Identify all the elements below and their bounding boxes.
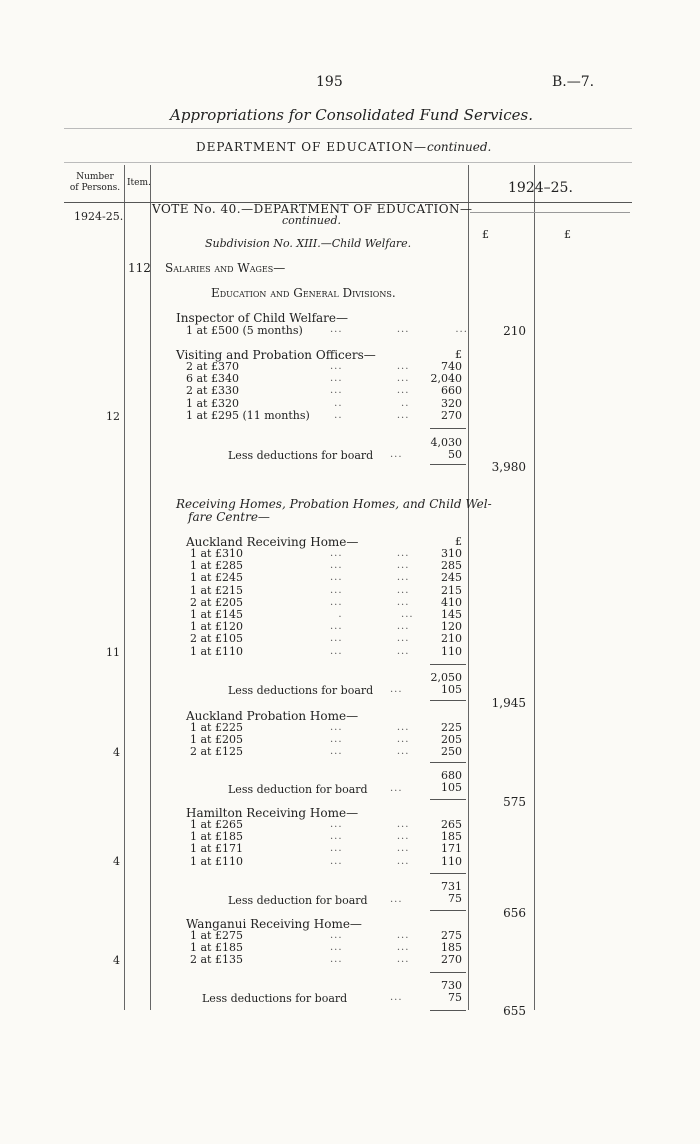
list-item: 2 at £125 — [190, 745, 243, 759]
visiting-subtotal-block: 4,030 50 — [430, 436, 462, 461]
department-heading: DEPARTMENT OF EDUCATION—continued. — [196, 140, 492, 154]
inspector-title: Inspector of Child Welfare— — [176, 311, 349, 325]
hamilton-persons: 4 — [113, 855, 120, 868]
visiting-deduction-label: Less deductions for board — [228, 449, 374, 462]
list-item: 1 at £275 — [190, 929, 243, 942]
dot-leader: ... ... ... ... ... ... .. .. .. ... — [330, 361, 410, 421]
number-of-persons-heading: Number of Persons. — [69, 172, 121, 193]
dot-leader: ... ... ... — [330, 324, 468, 335]
receiving-homes-title-cont: fare Centre— — [188, 510, 270, 524]
dot-leader: ... — [390, 894, 403, 905]
inspector-line: 1 at £500 (5 months) — [186, 324, 303, 337]
list-item: 2 at £205 — [190, 595, 243, 609]
pound-sign-col1: £ — [482, 228, 489, 241]
auckland-probation-rows — [190, 722, 243, 759]
sum-rule — [430, 700, 466, 701]
auckland-receiving-persons: 11 — [106, 646, 120, 659]
visiting-pound: £ — [455, 348, 462, 361]
auckland-receiving-title: Auckland Receiving Home— — [186, 535, 359, 549]
col-rule-total — [534, 165, 535, 1010]
list-item: 2 at £105 — [190, 632, 243, 646]
auckland-probation-deduction-label: Less deduction for board — [228, 783, 368, 796]
list-item: 1 at £110 — [190, 644, 243, 658]
col-rule-item — [150, 165, 151, 1010]
list-item: 1 at £295 (11 months) — [186, 408, 310, 422]
item-heading: Item. — [127, 178, 151, 188]
hamilton-total: 656 — [503, 906, 526, 920]
auckland-probation-persons: 4 — [113, 746, 120, 759]
dot-leader: ... ... ... ... ... ... ... ... — [330, 819, 410, 867]
sum-rule — [430, 799, 466, 800]
auckland-receiving-rows — [190, 548, 243, 658]
receiving-homes-title: Receiving Homes, Probation Homes, and Child Wel- — [176, 497, 492, 511]
dot-leader: ... ... ... ... ... ... ... ... ... ... . ... ... ... ... ... ... ... — [330, 548, 414, 657]
list-item: 1 at £245 — [190, 571, 243, 585]
wanganui-subtotal-block: 730 75 — [441, 979, 462, 1004]
auckland-receiving-subtotal-block: 2,050 105 — [430, 671, 462, 696]
list-item: 2 at £135 — [190, 953, 243, 967]
list-item: 2 at £330 — [186, 384, 239, 398]
department-rule — [64, 162, 632, 163]
page-title: Appropriations for Consolidated Fund Services. — [170, 106, 534, 124]
year-right-heading: 1924–25. — [508, 180, 573, 196]
hamilton-deduction-label: Less deduction for board — [228, 894, 368, 907]
hamilton-amounts: 265 185 171 110 — [441, 818, 462, 868]
list-item: 6 at £340 — [186, 372, 239, 386]
col-rule-sub — [468, 165, 469, 1010]
visiting-persons: 12 — [106, 410, 120, 423]
pound-sign-col2: £ — [564, 228, 571, 241]
year-left-heading: 1924-25. — [74, 210, 124, 223]
item-number: 112 — [128, 261, 151, 275]
list-item: 1 at £110 — [190, 854, 243, 868]
sum-rule — [430, 464, 466, 465]
list-item: 1 at £185 — [190, 830, 243, 844]
hamilton-title: Hamilton Receiving Home— — [186, 806, 359, 820]
dot-leader: ... — [390, 684, 403, 695]
list-item: 1 at £145 — [190, 608, 243, 622]
list-item: 1 at £265 — [190, 818, 243, 831]
list-item: 1 at £120 — [190, 620, 243, 634]
vote-heading-continued: continued. — [282, 214, 342, 227]
list-item: 1 at £171 — [190, 842, 243, 856]
auckland-receiving-pound: £ — [455, 535, 462, 548]
visiting-title: Visiting and Probation Officers— — [176, 348, 376, 362]
auckland-receiving-total: 1,945 — [491, 696, 526, 710]
auckland-probation-title: Auckland Probation Home— — [186, 709, 359, 723]
wanganui-title: Wanganui Receiving Home— — [186, 917, 362, 931]
salaries-heading: Salaries and Wages— — [165, 261, 286, 275]
divisions-heading: Education and General Divisions. — [211, 286, 396, 300]
list-item: 1 at £285 — [190, 559, 243, 573]
list-item: 1 at £215 — [190, 583, 243, 597]
dot-leader: ... — [390, 783, 403, 794]
wanganui-persons: 4 — [113, 954, 120, 967]
wanganui-rows — [190, 930, 243, 967]
col-rule-persons — [124, 165, 125, 1010]
paper-code: B.—7. — [552, 74, 595, 90]
sum-rule — [430, 664, 466, 665]
dot-leader: ... — [390, 992, 403, 1003]
auckland-receiving-deduction-label: Less deductions for board — [228, 684, 374, 697]
auckland-probation-total: 575 — [503, 795, 526, 809]
hamilton-rows — [190, 819, 243, 868]
sum-rule — [430, 910, 466, 911]
inspector-total: 210 — [503, 324, 526, 338]
header-rule — [64, 128, 632, 129]
sum-rule — [430, 1010, 466, 1011]
list-item: 1 at £225 — [190, 721, 243, 734]
visiting-amounts: 740 2,040 660 320 270 — [430, 360, 462, 422]
sum-rule — [430, 762, 466, 763]
visiting-total: 3,980 — [491, 460, 526, 474]
sum-rule — [430, 428, 466, 429]
visiting-rows — [186, 361, 310, 422]
dot-leader: ... ... ... ... ... ... — [330, 930, 410, 966]
auckland-probation-subtotal-block: 680 105 — [441, 769, 462, 794]
wanganui-total: 655 — [503, 1004, 526, 1018]
list-item: 1 at £310 — [190, 547, 243, 560]
hamilton-subtotal-block: 731 75 — [441, 880, 462, 905]
dot-leader: ... ... ... ... ... ... — [330, 722, 410, 758]
subdivision-heading: Subdivision No. XIII.—Child Welfare. — [205, 237, 412, 250]
page-number: 195 — [316, 74, 343, 90]
table-header-rule-right — [470, 212, 630, 213]
list-item: 1 at £320 — [186, 396, 239, 410]
vote-heading: VOTE No. 40.—DEPARTMENT OF EDUCATION— — [152, 202, 473, 216]
auckland-probation-amounts: 225 205 250 — [441, 721, 462, 759]
dot-leader: ... — [390, 449, 403, 460]
list-item: 1 at £185 — [190, 941, 243, 955]
sum-rule — [430, 873, 466, 874]
sum-rule — [430, 972, 466, 973]
auckland-receiving-amounts: 310 285 245 215 410 145 120 210 110 — [441, 547, 462, 658]
list-item: 1 at £205 — [190, 733, 243, 747]
wanganui-deduction-label: Less deductions for board — [202, 992, 348, 1005]
wanganui-amounts: 275 185 270 — [441, 929, 462, 967]
list-item: 2 at £370 — [186, 360, 239, 373]
